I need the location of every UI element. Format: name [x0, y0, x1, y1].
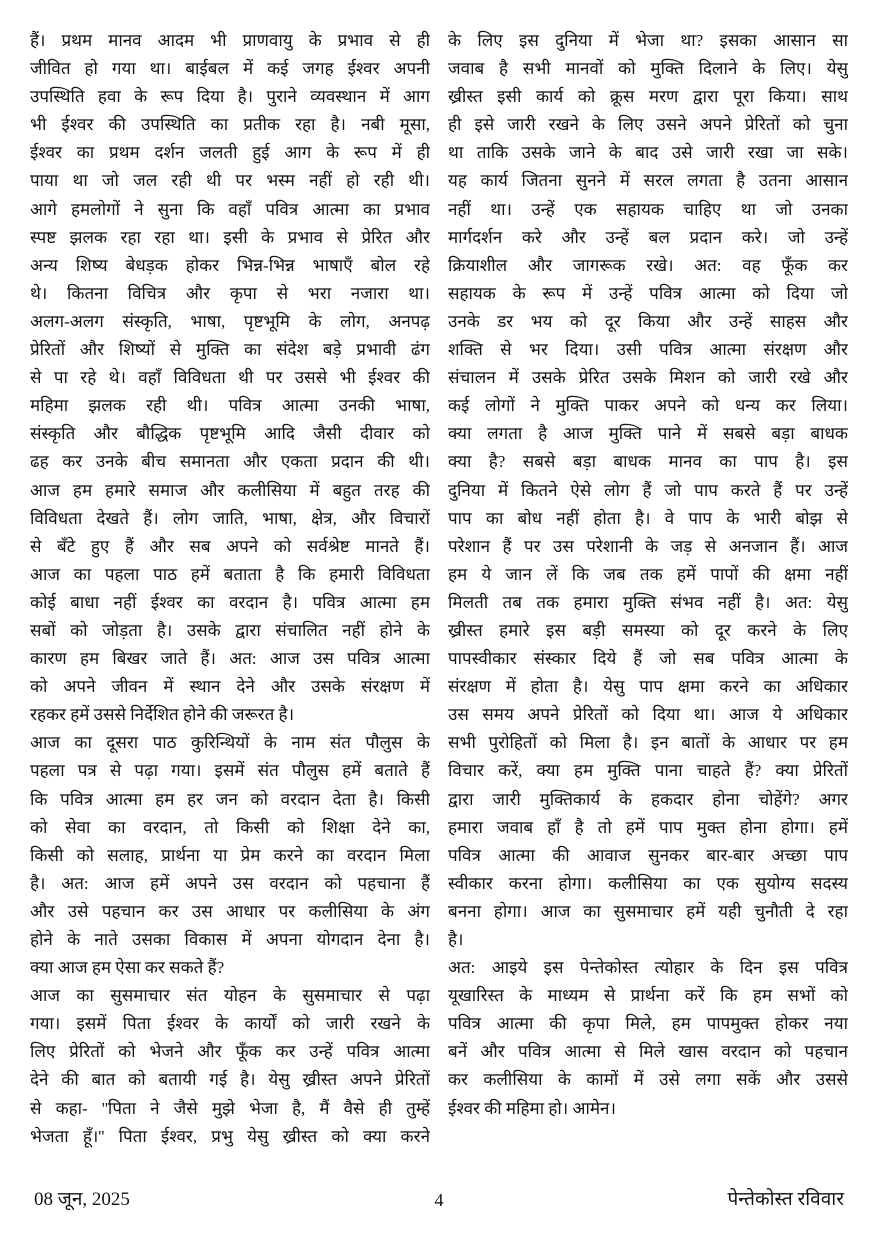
- text-line: यह कार्य जितना सुनने में सरल लगता है उतना आसान: [448, 171, 848, 191]
- text-line: देने की बात को बतायी गई है। येसु ख्रीस्त अपने प्रेरितों: [30, 1070, 430, 1090]
- text-line: बनें और पवित्र आत्मा से मिले खास वरदान को पहचान: [448, 1042, 848, 1062]
- text-line: द्वारा जारी मुक्तिकार्य के हकदार होना चोहेंगे? अगर: [448, 789, 848, 809]
- text-line: कोई बाधा नहीं ईश्वर का वरदान है। पवित्र आत्मा हम: [30, 592, 430, 612]
- text-line: पवित्र आत्मा की आवाज सुनकर बार-बार अच्छा पाप: [448, 845, 848, 865]
- text-line: के लिए इस दुनिया में भेजा था? इसका आसान सा: [448, 31, 848, 50]
- text-line: से पा रहे थे। वहाँ विविधता थी पर उससे भी ईश्वर की: [30, 368, 430, 388]
- text-line: मिलती तब तक हमारा मुक्ति संभव नहीं है। अत: येसु: [448, 592, 848, 612]
- text-line: जीवित हो गया था। बाईबल में कई जगह ईश्वर अपनी: [30, 59, 430, 79]
- text-line: विचार करें, क्या हम मुक्ति पाना चाहते हैं? क्या प्रेरितों: [448, 761, 848, 781]
- text-line: भी ईश्वर की उपस्थिति का प्रतीक रहा है। नबी मूसा,: [30, 115, 430, 135]
- paragraph: [30, 729, 430, 982]
- text-line: से बँटे हुए हैं और सब अपने को सर्वश्रेष्ट मानते हैं।: [30, 536, 430, 556]
- text-line: ही इसे जारी रखने के लिए उसने अपने प्रेरितों को चुना: [448, 115, 848, 135]
- text-line: ईश्वर की महिमा हो। आमेन।: [448, 1098, 616, 1118]
- page-footer: [34, 1186, 844, 1216]
- paragraph: [448, 27, 848, 954]
- text-line: है।: [448, 930, 464, 949]
- text-line: से कहा- ''पिता ने जैसे मुझे भेजा है, मैं वैसे ही तुम्हें: [30, 1098, 430, 1118]
- text-line: पाया था जो जल रही थी पर भस्म नहीं हो रही थी।: [30, 171, 430, 191]
- text-line: आज का दूसरा पाठ कुरिन्थियों के नाम संत पौलुस के: [30, 733, 430, 753]
- text-line: रहकर हमें उससे निर्देशित होने की जरूरत है।: [30, 705, 295, 725]
- text-line: कि पवित्र आत्मा हम हर जन को वरदान देता है। किसी: [30, 789, 430, 809]
- text-line: को अपने जीवन में स्थान देने और उसके संरक्षण में: [30, 677, 430, 697]
- text-line: अत: आइये इस पेन्तेकोस्त त्योहार के दिन इस पवित्र: [448, 958, 848, 978]
- text-column-left: [30, 27, 430, 1151]
- text-line: उपस्थिति हवा के रूप दिया है। पुराने व्यवस्थान में आग: [30, 87, 430, 107]
- text-line: परेशान हैं पर उस परेशानी के जड़ से अनजान हैं। आज: [448, 536, 848, 556]
- text-line: बनना होगा। आज का सुसमाचार हमें यही चुनौती दे रहा: [448, 901, 848, 921]
- text-line: शक्ति से भर दिया। उसी पवित्र आत्मा संरक्षण और: [448, 340, 848, 360]
- paragraph: [448, 954, 848, 1123]
- text-line: थे। कितना विचित्र और कृपा से भरा नजारा था।: [30, 283, 430, 303]
- text-line: ईश्वर का प्रथम दर्शन जलती हुई आग के रूप में ही: [30, 143, 430, 163]
- text-line: संस्कृति और बौद्धिक पृष्टभूमि आदि जैसी दीवार को: [30, 424, 430, 444]
- text-line: विविधता देखते हैं। लोग जाति, भाषा, क्षेत्र, और विचारों: [30, 508, 430, 528]
- text-line: कई लोगों ने मुक्ति पाकर अपने को धन्य कर लिया।: [448, 396, 848, 416]
- text-line: प्रेरितों और शिष्यों से मुक्ति का संदेश बड़े प्रभावी ढंग: [30, 340, 430, 360]
- text-line: कारण हम बिखर जाते हैं। अत: आज उस पवित्र आत्मा: [30, 649, 430, 669]
- text-line: पाप का बोध नहीं होता है। वे पाप के भारी बोझ से: [448, 508, 848, 528]
- text-line: अलग-अलग संस्कृति, भाषा, पृष्टभूमि के लोग, अनपढ़: [30, 311, 430, 331]
- text-line: कर कलीसिया के कामों में उसे लगा सकें और उससे: [448, 1070, 848, 1090]
- text-line: आज हम हमारे समाज और कलीसिया में बहुत तरह की: [30, 480, 430, 500]
- text-line: क्रियाशील और जागरूक रखे। अत: वह फूँक कर: [448, 255, 848, 275]
- text-line: होने के नाते उसका विकास में अपना योगदान देना है।: [30, 930, 430, 949]
- text-line: लिए प्रेरितों को भेजने और फूँक कर उन्हें पवित्र आत्मा: [30, 1042, 430, 1062]
- text-line: ख्रीस्त इसी कार्य को क्रूस मरण द्वारा पूरा किया। साथ: [448, 87, 848, 107]
- paragraph: [30, 27, 430, 729]
- text-line: महिमा झलक रही थी। पवित्र आत्मा उनकी भाषा,: [30, 396, 430, 416]
- text-line: क्या है? सबसे बड़ा बाधक मानव का पाप है। इस: [448, 452, 848, 472]
- text-line: सहायक के रूप में उन्हें पवित्र आत्मा को दिया जो: [448, 283, 848, 303]
- text-line: हम ये जान लें कि जब तक हमें पापों की क्षमा नहीं: [448, 564, 848, 584]
- text-line: जवाब है सभी मानवों को मुक्ति दिलाने के लिए। येसु: [448, 59, 848, 79]
- text-line: और उसे पहचान कर उस आधार पर कलीसिया के अंग: [30, 901, 430, 921]
- text-line: सभी पुरोहितों को मिला है। इन बातों के आधार पर हम: [448, 733, 848, 753]
- text-line: क्या लगता है आज मुक्ति पाने में सबसे बड़ा बाधक: [448, 424, 848, 444]
- text-line: गया। इसमें पिता ईश्वर के कार्यों को जारी रखने के: [30, 1014, 430, 1034]
- text-line: ख्रीस्त हमारे इस बड़ी समस्या को दूर करने के लिए: [448, 620, 848, 640]
- text-line: था ताकि उसके जाने के बाद उसे जारी रखा जा सके।: [448, 143, 848, 163]
- text-line: यूखारिस्त के माध्यम से प्रार्थना करें कि हम सभों को: [448, 986, 848, 1006]
- text-line: उस समय अपने प्रेरितों को दिया था। आज ये अधिकार: [448, 705, 848, 725]
- text-line: ढह कर उनके बीच समानता और एकता प्रदान की थी।: [30, 452, 430, 472]
- text-line: हैं। प्रथम मानव आदम भी प्राणवायु के प्रभाव से ही: [30, 31, 430, 50]
- text-line: दुनिया में कितने ऐसे लोग हैं जो पाप करते हैं पर उन्हें: [448, 480, 848, 500]
- text-line: पापस्वीकार संस्कार दिये हैं जो सब पवित्र आत्मा के: [448, 649, 848, 669]
- text-line: संचालन में उसके प्रेरित उसके मिशन को जारी रखे और: [448, 368, 848, 388]
- page-number: 4: [434, 1190, 444, 1210]
- footer-title: पेन्तेकोस्त रविवार: [727, 1189, 844, 1210]
- footer-date: 08 जून, 2025: [34, 1189, 130, 1210]
- text-line: को सेवा का वरदान, तो किसी को शिक्षा देने का,: [30, 817, 430, 837]
- paragraph: [30, 982, 430, 1151]
- text-line: क्या आज हम ऐसा कर सकते हैं?: [30, 958, 225, 978]
- text-line: आगे हमलोगों ने सुना कि वहाँ पवित्र आत्मा का प्रभाव: [30, 199, 430, 219]
- text-line: किसी को सलाह, प्रार्थना या प्रेम करने का वरदान मिला: [30, 845, 430, 865]
- text-line: हमारा जवाब हाँ है तो हमें पाप मुक्त होना होगा। हमें: [448, 817, 848, 837]
- text-line: उनके डर भय को दूर किया और उन्हें साहस और: [448, 311, 848, 331]
- text-line: पहला पत्र से पढ़ा गया। इसमें संत पौलुस हमें बताते हैं: [30, 761, 430, 781]
- text-line: सबों को जोड़ता है। उसके द्वारा संचालित नहीं होने के: [30, 620, 430, 640]
- text-line: स्वीकार करना होगा। कलीसिया का एक सुयोग्य सदस्य: [448, 873, 848, 893]
- text-line: भेजता हूँ।'' पिता ईश्वर, प्रभु येसु ख्रीस्त को क्या करने: [30, 1126, 430, 1146]
- text-line: संरक्षण में होता है। येसु पाप क्षमा करने का अधिकार: [448, 677, 848, 697]
- text-line: पवित्र आत्मा की कृपा मिले, हम पापमुक्त होकर नया: [448, 1014, 848, 1034]
- text-line: नहीं था। उन्हें एक सहायक चाहिए था जो उनका: [448, 199, 848, 219]
- text-column-right: [448, 27, 848, 1151]
- text-line: स्पष्ट झलक रहा रहा था। इसी के प्रभाव से प्रेरित और: [30, 227, 430, 247]
- text-columns: [30, 27, 848, 1151]
- text-line: है। अत: आज हमें अपने उस वरदान को पहचाना हैं: [30, 873, 430, 893]
- text-line: आज का पहला पाठ हमें बताता है कि हमारी विविधता: [30, 564, 430, 584]
- text-line: अन्य शिष्य बेधड़क होकर भिन्न-भिन्न भाषाएँ बोल रहे: [30, 255, 430, 275]
- text-line: मार्गदर्शन करे और उन्हें बल प्रदान करे। जो उन्हें: [448, 227, 848, 247]
- text-line: आज का सुसमाचार संत योहन के सुसमाचार से पढ़ा: [30, 986, 430, 1006]
